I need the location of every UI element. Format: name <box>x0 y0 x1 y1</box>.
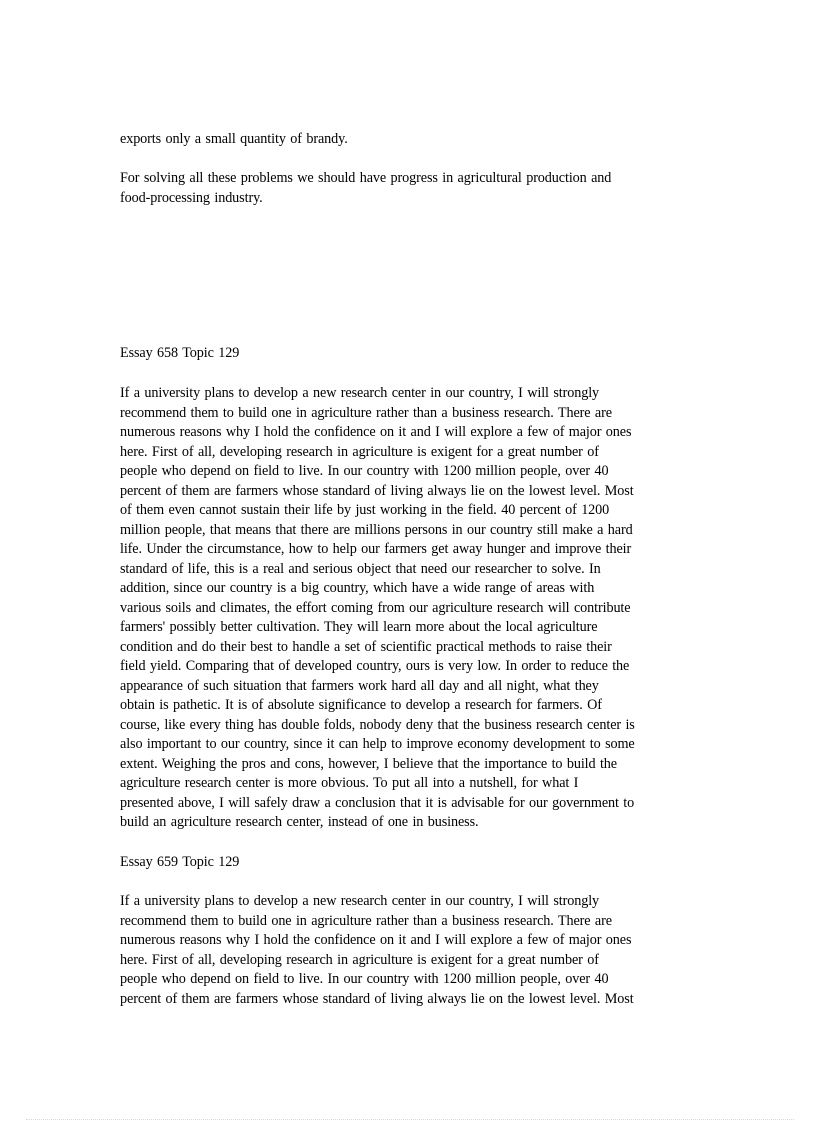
text-line: appearance of such situation that farmers work hard all day and all night, what they <box>120 677 599 694</box>
text-line: field yield. Comparing that of developed country, ours is very low. In order to reduce the <box>120 658 630 674</box>
text-line: course, like every thing has double folds, nobody deny that the business research center is <box>120 716 635 733</box>
text-line: numerous reasons why I hold the confidence on it and I will explore a few of major ones <box>120 932 632 948</box>
essay-heading: Essay 659 Topic 129 <box>120 854 240 870</box>
essay-659-body <box>120 892 700 1009</box>
text-line: presented above, I will safely draw a conclusion that it is advisable for our government to <box>120 794 635 811</box>
text-line: food-processing industry. <box>120 189 263 206</box>
essay-658-body <box>120 384 700 833</box>
text-line: numerous reasons why I hold the confidence on it and I will explore a few of major ones <box>120 424 632 440</box>
text-line: For solving all these problems we should have progress in agricultural production and <box>120 170 612 186</box>
intro-paragraph <box>120 130 700 150</box>
text-line: standard of life, this is a real and serious object that need our researcher to solve. In <box>120 560 601 577</box>
text-line: percent of them are farmers whose standard of living always lie on the lowest level. Most <box>120 990 634 1007</box>
text-line: build an agriculture research center, instead of one in business. <box>120 814 479 830</box>
text-line: also important to our country, since it can help to improve economy development to some <box>120 736 635 752</box>
text-line: here. First of all, developing research in agriculture is exigent for a great number of <box>120 443 599 460</box>
text-line: various soils and climates, the effort coming from our agriculture research will contribute <box>120 599 631 616</box>
text-line: here. First of all, developing research in agriculture is exigent for a great number of <box>120 951 599 968</box>
text-line: million people, that means that there are millions persons in our country still make a hard <box>120 521 633 538</box>
text-line: condition and do their best to handle a set of scientific practical methods to raise their <box>120 638 612 655</box>
text-line: obtain is pathetic. It is of absolute significance to develop a research for farmers. Of <box>120 697 602 713</box>
conclusion-paragraph <box>120 169 700 208</box>
essay-658-heading <box>120 344 700 364</box>
text-line: people who depend on field to live. In our country with 1200 million people, over 40 <box>120 463 609 479</box>
page-bottom-rule <box>26 1119 794 1120</box>
text-line: exports only a small quantity of brandy. <box>120 131 348 147</box>
text-line: extent. Weighing the pros and cons, however, I believe that the importance to build the <box>120 755 617 772</box>
text-line: percent of them are farmers whose standard of living always lie on the lowest level. Most <box>120 482 634 499</box>
text-line: farmers' possibly better cultivation. They will learn more about the local agriculture <box>120 619 598 635</box>
text-line: people who depend on field to live. In our country with 1200 million people, over 40 <box>120 971 609 987</box>
essay-659-heading <box>120 853 700 873</box>
text-line: life. Under the circumstance, how to help our farmers get away hunger and improve their <box>120 541 632 557</box>
text-line: If a university plans to develop a new research center in our country, I will strongly <box>120 893 600 909</box>
text-line: of them even cannot sustain their life by just working in the field. 40 percent of 1200 <box>120 502 610 518</box>
text-line: recommend them to build one in agriculture rather than a business research. There are <box>120 912 612 929</box>
text-line: agriculture research center is more obvious. To put all into a nutshell, for what I <box>120 775 579 791</box>
text-line: If a university plans to develop a new research center in our country, I will strongly <box>120 385 600 401</box>
text-line: addition, since our country is a big country, which have a wide range of areas with <box>120 580 595 596</box>
essay-heading: Essay 658 Topic 129 <box>120 345 240 361</box>
text-line: recommend them to build one in agriculture rather than a business research. There are <box>120 404 612 421</box>
